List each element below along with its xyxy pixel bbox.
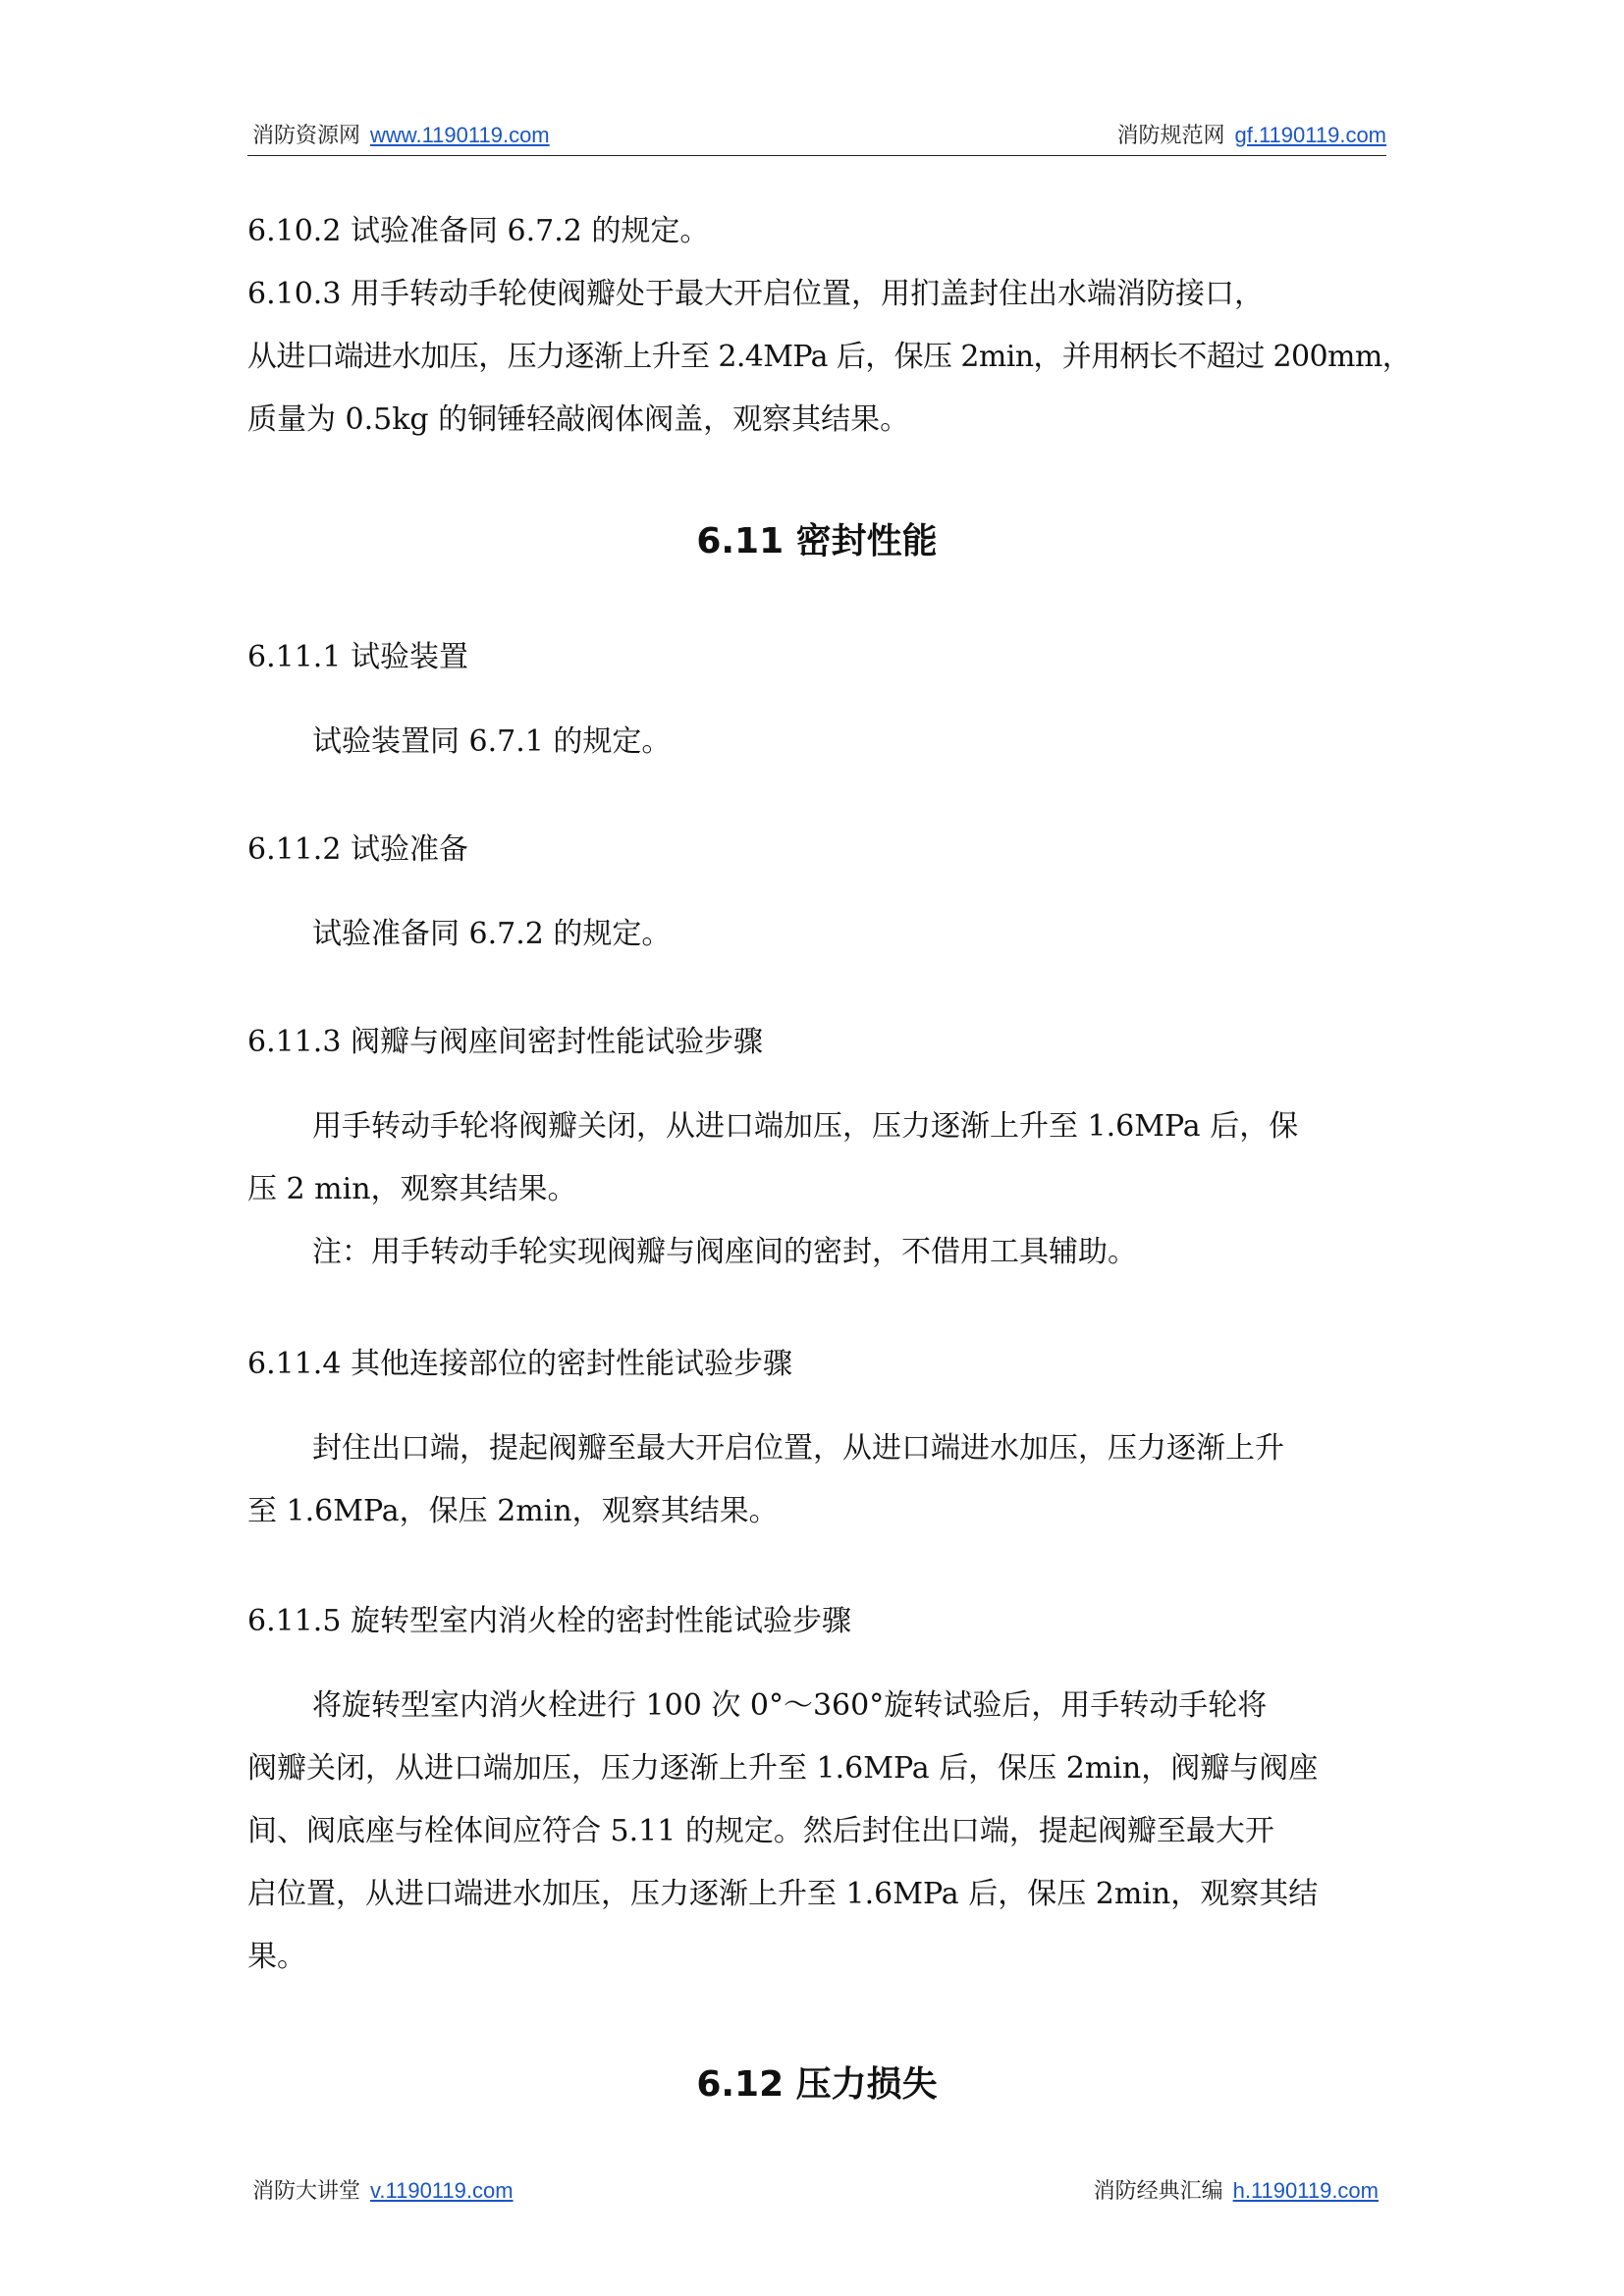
paragraph-line: 启位置，从进口端进水加压，压力逐渐上升至 1.6MPa 后，保压 2min，观察其结	[247, 1877, 1319, 1911]
footer-right-label: 消防经典汇编	[1093, 2179, 1223, 2204]
paragraph-line: 至 1.6MPa，保压 2min，观察其结果。	[247, 1494, 779, 1528]
header-left	[252, 119, 550, 149]
paragraph-line: 封住出口端，提起阀瓣至最大开启位置，从进口端进水加压，压力逐渐上升	[312, 1431, 1284, 1466]
paragraph-line: 试验准备同 6.7.2 的规定。	[312, 917, 672, 951]
clause-6-11-2-text	[247, 903, 1386, 966]
header-right	[1116, 119, 1386, 149]
page-footer	[247, 2171, 1386, 2211]
paragraph-line: 将旋转型室内消火栓进行 100 次 0°～360°旋转试验后，用手转动手轮将	[312, 1688, 1268, 1723]
footer-left	[252, 2174, 514, 2205]
clause-title: 6.11.2 试验准备	[247, 832, 468, 867]
paragraph-line: 从进口端进水加压，压力逐渐上升至 2.4MPa 后，保压 2min，并用柄长不超过 200mm，	[247, 340, 1412, 374]
clause-6-11-1-text	[247, 711, 1386, 774]
note-line: 注：用手转动手轮实现阀瓣与阀座间的密封，不借用工具辅助。	[312, 1235, 1137, 1269]
clause-title: 6.11.3 阀瓣与阀座间密封性能试验步骤	[247, 1025, 763, 1059]
header-left-link[interactable]: www.1190119.com	[370, 123, 550, 147]
clause-6-11-2-title	[247, 819, 1386, 881]
clause-title: 6.11.4 其他连接部位的密封性能试验步骤	[247, 1347, 792, 1381]
clause-title: 6.11.5 旋转型室内消火栓的密封性能试验步骤	[247, 1604, 851, 1638]
header-right-link[interactable]: gf.1190119.com	[1234, 123, 1386, 147]
section-heading-6-12: 6.12 压力损失	[696, 2064, 938, 2105]
header-right-label: 消防规范网	[1116, 124, 1225, 148]
section-heading-6-11: 6.11 密封性能	[696, 521, 938, 561]
clause-6-11-4-text	[247, 1417, 1386, 1543]
clause-6-10-3	[247, 263, 1412, 452]
page-header	[247, 116, 1386, 156]
clause-6-11-1-title	[247, 626, 1386, 689]
paragraph-line: 6.10.2 试验准备同 6.7.2 的规定。	[247, 214, 710, 248]
clause-6-10-2	[247, 200, 1386, 263]
clause-6-11-3-text	[247, 1095, 1386, 1284]
paragraph-line: 用手转动手轮将阀瓣关闭，从进口端加压，压力逐渐上升至 1.6MPa 后，保	[312, 1109, 1299, 1144]
clause-title: 6.11.1 试验装置	[247, 640, 468, 674]
clause-6-11-3-title	[247, 1011, 1386, 1074]
clause-6-11-4-title	[247, 1333, 1386, 1396]
paragraph-line: 6.10.3 用手转动手轮使阀瓣处于最大开启位置，用扪盖封住出水端消防接口，	[247, 277, 1264, 311]
paragraph-line: 质量为 0.5kg 的铜锤轻敲阀体阀盖，观察其结果。	[247, 402, 910, 437]
paragraph-line: 间、阀底座与栓体间应符合 5.11 的规定。然后封住出口端，提起阀瓣至最大开	[247, 1814, 1274, 1848]
header-left-label: 消防资源网	[252, 124, 361, 148]
paragraph-line: 果。	[247, 1940, 306, 1974]
clause-6-11-5-title	[247, 1590, 1386, 1653]
footer-right-link[interactable]: h.1190119.com	[1232, 2178, 1379, 2203]
footer-right	[1094, 2174, 1379, 2205]
footer-left-link[interactable]: v.1190119.com	[370, 2178, 514, 2203]
paragraph-line: 试验装置同 6.7.1 的规定。	[312, 724, 672, 759]
clause-6-11-5-text	[247, 1675, 1386, 1989]
footer-left-label: 消防大讲堂	[252, 2179, 361, 2204]
paragraph-line: 阀瓣关闭，从进口端加压，压力逐渐上升至 1.6MPa 后，保压 2min，阀瓣与阀座	[247, 1751, 1319, 1786]
paragraph-line: 压 2 min，观察其结果。	[247, 1172, 577, 1206]
